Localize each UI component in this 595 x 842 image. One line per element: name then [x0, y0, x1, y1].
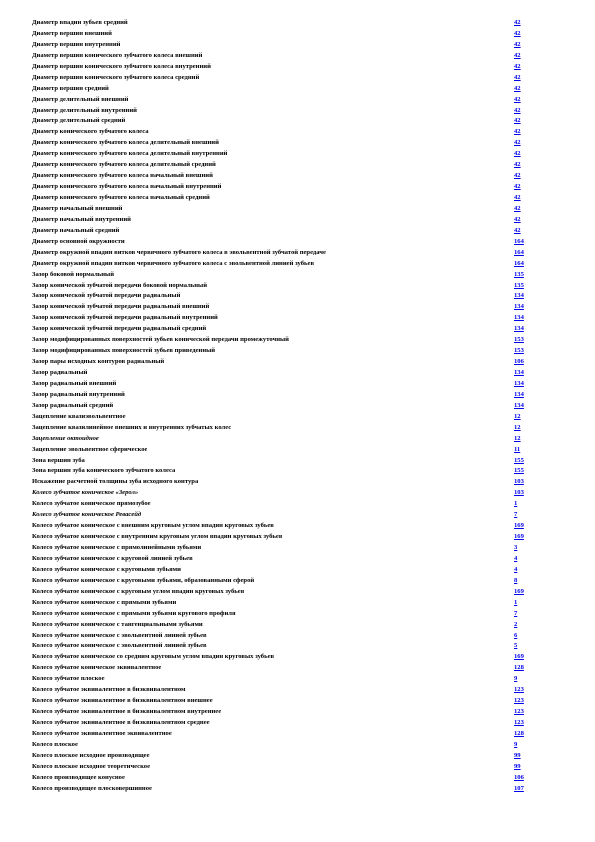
- index-term: Колесо зубчатое коническое с круговым углом впадин круговых зубьев: [32, 587, 245, 595]
- page-link[interactable]: 106: [514, 358, 524, 366]
- page-link[interactable]: 153: [514, 347, 524, 355]
- page-link[interactable]: 1: [514, 500, 518, 508]
- page-link[interactable]: 134: [514, 325, 524, 333]
- page-link[interactable]: 42: [514, 73, 521, 81]
- index-entry: [32, 663, 532, 674]
- page-link[interactable]: 123: [514, 697, 524, 705]
- index-entry: [32, 193, 532, 204]
- index-term: Зазор радиальный внутренний: [32, 390, 125, 398]
- index-term: Колесо зубчатое эквивалентное эквивалентное: [32, 729, 172, 737]
- index-term: Колесо зубчатое коническое с круговыми зубьями, образованными сферой: [32, 576, 255, 584]
- page-link[interactable]: 123: [514, 719, 524, 726]
- index-term: Колесо зубчатое коническое с эвольвентной линией зубьев: [32, 631, 207, 639]
- page-link[interactable]: 42: [514, 150, 521, 158]
- index-term: Диаметр окружной впадин витков червячного зубчатого колеса в эвольвентной зубчатой передаче: [32, 248, 326, 256]
- index-entry: [32, 40, 532, 51]
- index-entry: [32, 718, 532, 729]
- index-term: Колесо производящее плосковершинное: [32, 784, 152, 792]
- page-link[interactable]: 123: [514, 708, 524, 716]
- index-term: Зацепление квазиэвольвентное: [32, 412, 126, 420]
- page-link[interactable]: 42: [514, 84, 521, 92]
- page-link[interactable]: 42: [514, 51, 521, 59]
- index-entry: [32, 313, 532, 324]
- index-entry: [32, 729, 532, 740]
- page-link[interactable]: 134: [514, 390, 524, 398]
- index-entry: [32, 335, 532, 346]
- page-link[interactable]: 169: [514, 522, 524, 530]
- index-entry: [32, 401, 532, 412]
- index-term: Зона вершин зуба конического зубчатого колеса: [32, 467, 176, 475]
- page-link[interactable]: 9: [514, 740, 518, 748]
- index-entry: [32, 357, 532, 368]
- index-entry: [32, 620, 532, 631]
- index-entry: [32, 259, 532, 270]
- page-link[interactable]: 1: [514, 598, 518, 606]
- index-entry: [32, 226, 532, 237]
- index-term: Зазор радиальный внешний: [32, 379, 117, 387]
- page-link[interactable]: 12: [514, 423, 521, 431]
- index-term: Диаметр вершин внешний: [32, 29, 112, 37]
- index-entry: [32, 434, 532, 445]
- page-link[interactable]: 106: [514, 773, 524, 781]
- page-link[interactable]: 155: [514, 467, 524, 475]
- page-link[interactable]: 42: [514, 194, 521, 201]
- page-link[interactable]: 12: [514, 434, 521, 442]
- index-term: Зазор пары исходных контуров радиальный: [32, 358, 165, 366]
- page-link[interactable]: 135: [514, 281, 524, 289]
- index-term: Колесо плоское: [32, 740, 78, 748]
- page-link[interactable]: 42: [514, 161, 521, 169]
- page-link[interactable]: 169: [514, 653, 524, 661]
- page-link[interactable]: 5: [514, 642, 518, 650]
- index-entry: [32, 149, 532, 160]
- index-term: Колесо зубчатое коническое с тангенциальными зубьями: [32, 620, 203, 628]
- index-entry: [32, 84, 532, 95]
- index-term: Колесо зубчатое эквивалентное в биэквивалентном среднее: [32, 719, 210, 726]
- index-term: Диаметр делительный внешний: [32, 95, 129, 103]
- index-entry: [32, 182, 532, 193]
- index-entry: [32, 510, 532, 521]
- index-term: Диаметр вершин конического зубчатого колеса средний: [32, 73, 200, 81]
- index-entry: [32, 160, 532, 171]
- index-entry: [32, 456, 532, 467]
- index-entry: [32, 773, 532, 784]
- index-entry: [32, 609, 532, 620]
- page-link[interactable]: 42: [514, 95, 521, 103]
- index-entry: [32, 368, 532, 379]
- page-link[interactable]: 134: [514, 401, 524, 409]
- index-entry: [32, 29, 532, 40]
- index-term: Колесо плоское исходное производящее: [32, 751, 150, 759]
- index-term: Колесо зубчатое коническое с эвольвентной линией зубьев: [32, 642, 207, 650]
- index-term: Диаметр конического зубчатого колеса начальный внешний: [32, 172, 213, 180]
- page-link[interactable]: 42: [514, 172, 521, 180]
- index-term: Диаметр впадин зубьев средний: [32, 19, 128, 26]
- page-link[interactable]: 169: [514, 587, 524, 595]
- index-term: Колесо зубчатое коническое с внешним круговым углом впадин круговых зубьев: [32, 522, 274, 530]
- index-entry: [32, 521, 532, 532]
- index-term: Колесо зубчатое эквивалентное в биэквивалентном внутреннее: [32, 708, 222, 716]
- index-entry: [32, 204, 532, 215]
- page-link[interactable]: 9: [514, 675, 518, 683]
- index-term: Диаметр окружной впадин витков червячного зубчатого колеса с эвольвентной линией зубьев: [32, 259, 315, 267]
- page-link[interactable]: 99: [514, 751, 521, 759]
- index-term: Диаметр начальный внешний: [32, 204, 123, 212]
- index-term: Диаметр конического зубчатого колеса делительный внешний: [32, 139, 219, 147]
- page-link[interactable]: 42: [514, 62, 521, 70]
- page-link[interactable]: 103: [514, 478, 524, 486]
- index-term: Диаметр конического зубчатого колеса: [32, 128, 149, 136]
- page-link[interactable]: 153: [514, 336, 524, 344]
- index-entry: [32, 784, 532, 795]
- index-entry: [32, 127, 532, 138]
- index-entry: [32, 291, 532, 302]
- index-entry: [32, 281, 532, 292]
- page-link[interactable]: 135: [514, 270, 524, 278]
- index-term: Колесо зубчатое коническое эквивалентное: [32, 664, 162, 672]
- index-entry: [32, 51, 532, 62]
- page-link[interactable]: 134: [514, 292, 524, 300]
- index-entry: [32, 18, 532, 29]
- index-term: Диаметр вершин конического зубчатого колеса внутренний: [32, 62, 211, 70]
- index-entry: [32, 215, 532, 226]
- index-term: Диаметр вершин внутренний: [32, 40, 121, 48]
- index-entry: [32, 248, 532, 259]
- page-link[interactable]: 128: [514, 664, 524, 672]
- index-term: Колесо зубчатое коническое Ревасейд: [32, 511, 142, 519]
- index-entry: [32, 423, 532, 434]
- page-link[interactable]: 164: [514, 237, 524, 245]
- index-term: Зазор боковой нормальный: [32, 270, 115, 278]
- page-link[interactable]: 42: [514, 215, 521, 223]
- index-term: Зона вершин зуба: [32, 456, 85, 464]
- index-entry: [32, 95, 532, 106]
- page-link[interactable]: 4: [514, 565, 518, 573]
- page-link[interactable]: 3: [514, 544, 518, 551]
- index-term: Зазор радиальный: [32, 369, 88, 376]
- index-entry: [32, 499, 532, 510]
- index-term: Диаметр вершин конического зубчатого колеса внешний: [32, 51, 203, 59]
- page-link[interactable]: 7: [514, 511, 518, 519]
- index-entry: [32, 587, 532, 598]
- page-link[interactable]: 42: [514, 128, 521, 136]
- index-term: Диаметр конического зубчатого колеса делительный внутренний: [32, 150, 228, 158]
- index-term: Колесо зубчатое коническое прямозубое: [32, 500, 151, 508]
- index-entry: [32, 346, 532, 357]
- index-entry: [32, 598, 532, 609]
- index-entry: [32, 62, 532, 73]
- index-entry: [32, 532, 532, 543]
- page-link[interactable]: 134: [514, 303, 524, 311]
- index-entry: [32, 138, 532, 149]
- index-entry: [32, 106, 532, 117]
- index-term: Колесо зубчатое коническое с круговыми зубьями: [32, 565, 181, 573]
- index-entry: [32, 641, 532, 652]
- page-link[interactable]: 42: [514, 139, 521, 147]
- index-entry: [32, 565, 532, 576]
- index-term: Зацепление октоидное: [32, 434, 99, 442]
- page-link[interactable]: 42: [514, 40, 521, 48]
- index-entry: [32, 116, 532, 127]
- index-term: Диаметр делительный внутренний: [32, 106, 137, 114]
- index-term: Зазор модифицированных поверхностей зубьев конической передачи промежуточный: [32, 336, 289, 344]
- index-term: Колесо плоское исходное теоретическое: [32, 762, 151, 770]
- index-entry: [32, 762, 532, 773]
- page-link[interactable]: 134: [514, 379, 524, 387]
- index-term: Зацепление квазилинейное внешних и внутренних зубчатых колес: [32, 423, 232, 431]
- page-link[interactable]: 42: [514, 226, 521, 234]
- index-entry: [32, 302, 532, 313]
- index-term: Колесо зубчатое коническое с прямыми зубьями кругового профиля: [32, 609, 236, 617]
- index-entry: [32, 390, 532, 401]
- page-link[interactable]: 42: [514, 19, 521, 26]
- index-entry: [32, 543, 532, 554]
- page-link[interactable]: 2: [514, 620, 518, 628]
- index-entry: [32, 412, 532, 423]
- index-term: Колесо зубчатое эквивалентное в биэквивалентном внешнее: [32, 697, 213, 705]
- index-entry: [32, 445, 532, 456]
- page-link[interactable]: 42: [514, 106, 521, 114]
- page-link[interactable]: 42: [514, 204, 521, 212]
- page-link[interactable]: 169: [514, 533, 524, 541]
- page-link[interactable]: 12: [514, 412, 521, 420]
- index-term: Зацепление эвольвентное сферическое: [32, 445, 148, 453]
- page-link[interactable]: 42: [514, 117, 521, 125]
- index-entry: [32, 237, 532, 248]
- page-link[interactable]: 42: [514, 183, 521, 191]
- index-entry: [32, 631, 532, 642]
- index-term: Диаметр делительный средний: [32, 117, 126, 125]
- index-entry: [32, 477, 532, 488]
- page-link[interactable]: 99: [514, 762, 521, 770]
- index-term: Зазор модифицированных поверхностей зубьев приведенный: [32, 347, 216, 355]
- index-term: Колесо производящее конусное: [32, 773, 125, 781]
- index-term: Искажение расчетной толщины зуба исходного контура: [32, 478, 199, 486]
- index-entry: [32, 696, 532, 707]
- index-entry: [32, 685, 532, 696]
- page-link[interactable]: 6: [514, 631, 518, 639]
- index-entry: [32, 652, 532, 663]
- index-entry: [32, 576, 532, 587]
- index-term: Зазор конической зубчатой передачи боковой нормальный: [32, 281, 208, 289]
- page-link[interactable]: 134: [514, 369, 524, 376]
- index-term: Зазор конической зубчатой передачи радиальный средний: [32, 325, 207, 333]
- page-link[interactable]: 128: [514, 729, 524, 737]
- index-entry: [32, 674, 532, 685]
- index-term: Колесо зубчатое коническое с прямолинейными зубьями: [32, 544, 202, 551]
- page-link[interactable]: 103: [514, 489, 524, 497]
- index-entry: [32, 270, 532, 281]
- index-term: Диаметр вершин средний: [32, 84, 109, 92]
- index-term: Диаметр конического зубчатого колеса начальный средний: [32, 194, 210, 201]
- index-entry: [32, 171, 532, 182]
- index-term: Колесо зубчатое коническое с круговой линией зубьев: [32, 554, 193, 562]
- index-term: Диаметр основной окружности: [32, 237, 125, 245]
- index-term: Колесо зубчатое плоское: [32, 675, 105, 683]
- index-entry: [32, 554, 532, 565]
- page-link[interactable]: 164: [514, 259, 524, 267]
- index-entry: [32, 466, 532, 477]
- index-term: Диаметр конического зубчатого колеса делительный средний: [32, 161, 216, 169]
- index-entry: [32, 379, 532, 390]
- index-entry: [32, 751, 532, 762]
- page-link[interactable]: 8: [514, 576, 518, 584]
- index-term: Колесо зубчатое коническое со средним круговым углом впадин круговых зубьев: [32, 653, 275, 661]
- index-term: Колесо зубчатое коническое с внутренним круговым углом впадин круговых зубьев: [32, 533, 283, 541]
- index-term: Зазор конической зубчатой передачи радиальный: [32, 292, 181, 300]
- index-term: Диаметр начальный внутренний: [32, 215, 131, 223]
- index-entry: [32, 488, 532, 499]
- page-link[interactable]: 107: [514, 784, 524, 792]
- index-term: Зазор конической зубчатой передачи радиальный внутренний: [32, 314, 218, 322]
- index-term: Колесо зубчатое коническое с прямыми зубьями: [32, 598, 177, 606]
- index-entry: [32, 707, 532, 718]
- page-link[interactable]: 134: [514, 314, 524, 322]
- page-link[interactable]: 11: [514, 445, 521, 453]
- index-term: Диаметр конического зубчатого колеса начальный внутренний: [32, 183, 222, 191]
- page-link[interactable]: 155: [514, 456, 524, 464]
- page-link[interactable]: 7: [514, 609, 518, 617]
- page-link[interactable]: 164: [514, 248, 524, 256]
- index-entry: [32, 73, 532, 84]
- page-link[interactable]: 4: [514, 554, 518, 562]
- index-term: Колесо зубчатое эквивалентное в биэквивалентном: [32, 686, 186, 694]
- page-link[interactable]: 123: [514, 686, 524, 694]
- index-list: [32, 18, 532, 795]
- index-term: Зазор радиальный средний: [32, 401, 114, 409]
- index-term: Диаметр начальный средний: [32, 226, 120, 234]
- index-entry: [32, 740, 532, 751]
- index-term: Зазор конической зубчатой передачи радиальный внешний: [32, 303, 210, 311]
- index-entry: [32, 324, 532, 335]
- page-link[interactable]: 42: [514, 29, 521, 37]
- index-term: Колесо зубчатое коническое «Зерол»: [32, 489, 139, 497]
